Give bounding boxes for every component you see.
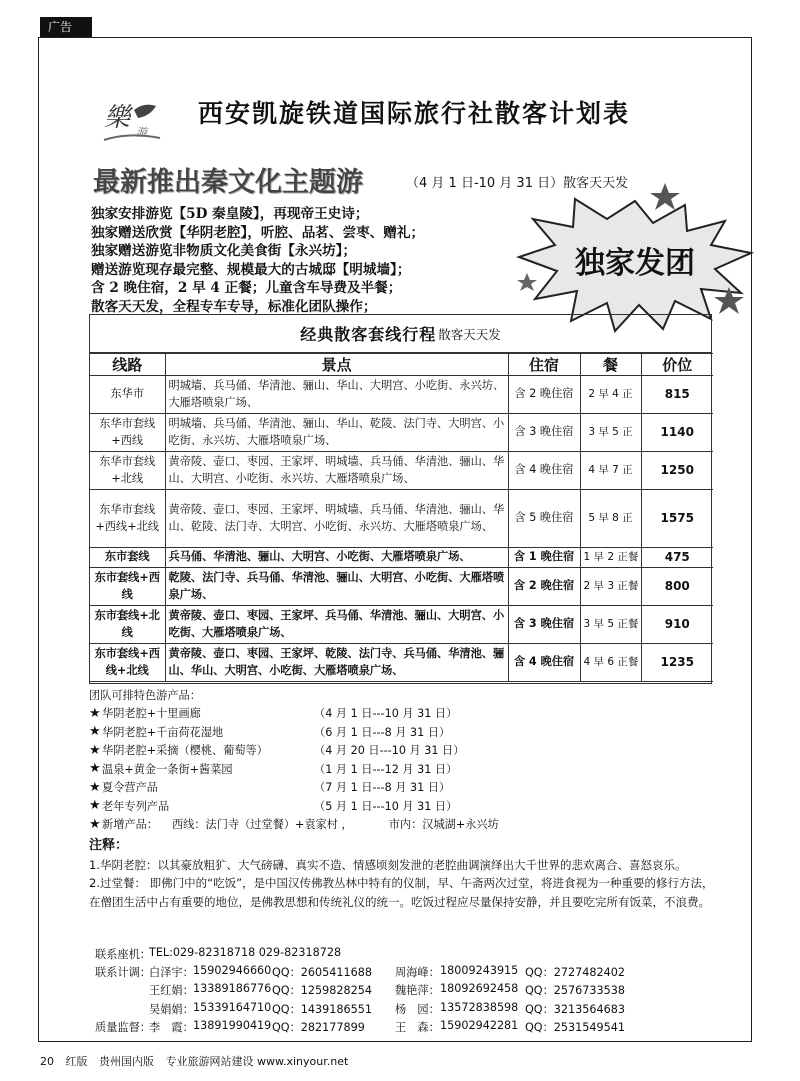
list-item (89, 778, 499, 797)
region-label: 贵州国内版 (99, 1055, 154, 1068)
price-cell: 815 (641, 376, 713, 414)
meal-cell: 5 早 8 正 (580, 490, 641, 548)
switchboard-number: TEL:029-82318718 029-82318728 (149, 946, 342, 959)
contact-phone: 18009243915 (440, 964, 519, 978)
feature-list (91, 205, 424, 317)
tour-table-title: 经典散客套线行程 (300, 325, 437, 344)
product-date: （7 月 1 日---8 月 31 日） (314, 781, 451, 795)
tour-table-subtitle: 散客天天发 (438, 326, 501, 342)
product-name: 温泉+黄金一条街+酱菜园 (102, 762, 233, 776)
product-name: 华阴老腔+十里画廊 (102, 707, 201, 721)
column-header: 价位 (641, 354, 713, 376)
spots-cell: 黄帝陵、壶口、枣园、王家坪、兵马俑、华清池、骊山、大明宫、小吃街、大雁塔喷泉广场、 (165, 606, 508, 644)
contact-name: 李 霞： (149, 1020, 194, 1034)
notes-section (89, 837, 725, 911)
route-table (90, 353, 713, 682)
meal-cell: 4 早 7 正 (580, 452, 641, 490)
stay-cell: 含 3 晚住宿 (508, 606, 580, 644)
theme-date: （4 月 1 日-10 月 31 日）散客天天发 (406, 176, 629, 191)
feature-item: 独家安排游览【5D 秦皇陵】，再现帝王史诗； (91, 206, 369, 222)
table-header-row (90, 354, 713, 376)
price-cell: 1235 (641, 644, 713, 682)
contact-qq: QQ：2727482402 (525, 966, 625, 980)
exclusive-badge-text: 独家发团 (575, 246, 695, 281)
route-cell: 东市套线+北线 (90, 606, 165, 644)
page-footer (40, 1053, 356, 1069)
product-name: 夏令营产品 (102, 781, 158, 795)
table-row (90, 490, 713, 548)
footer-slogan: 专业旅游网站建设 www.xinyour.net (165, 1055, 349, 1068)
contact-phone: 15902946660 (193, 964, 272, 978)
table-row (90, 414, 713, 452)
stay-cell: 含 3 晚住宿 (508, 414, 580, 452)
contact-qq: QQ：2576733538 (525, 984, 625, 998)
spots-cell: 黄帝陵、壶口、枣园、王家坪、乾陵、法门寺、兵马俑、华清池、骊山、华山、大明宫、小吃街、大雁塔喷泉广场、 (165, 644, 508, 682)
price-cell: 910 (641, 606, 713, 644)
list-item (89, 760, 499, 779)
supervision-label: 质量监督： (95, 1020, 151, 1034)
meal-cell: 2 早 4 正 (580, 376, 641, 414)
contact-name: 吴娟娟： (149, 1002, 194, 1016)
contact-name: 白泽宇： (149, 966, 194, 980)
spots-cell: 黄帝陵、壶口、枣园、王家坪、明城墙、兵马俑、华清池、骊山、华山、乾陵、法门寺、大明宫、小吃街、永兴坊、大雁塔喷泉广场、 (165, 490, 508, 548)
product-date: （5 月 1 日---10 月 31 日） (314, 799, 458, 813)
product-date: （4 月 1 日---10 月 31 日） (314, 707, 458, 721)
contact-phone: 13891990419 (193, 1018, 272, 1032)
list-item (89, 797, 499, 816)
stay-cell: 含 4 晚住宿 (508, 644, 580, 682)
column-header: 景点 (165, 354, 508, 376)
product-name: 华阴老腔+采摘（樱桃、葡萄等） (102, 744, 268, 758)
stay-cell: 含 2 晚住宿 (508, 376, 580, 414)
product-date: （4 月 20 日---10 月 31 日） (314, 744, 465, 758)
star-icon (650, 183, 680, 210)
list-item (89, 723, 499, 742)
route-cell: 东市套线+西线 (90, 568, 165, 606)
contact-qq: QQ：2605411688 (272, 966, 372, 980)
switchboard-label: 联系座机： (95, 948, 151, 961)
extra-products-title: 团队可排特色游产品： (89, 689, 201, 702)
product-name: 华阴老腔+千亩荷花湿地 (102, 725, 224, 739)
page-title: 西安凯旋铁道国际旅行社散客计划表 (198, 99, 631, 128)
exclusive-badge-burst (515, 183, 755, 333)
table-row (90, 568, 713, 606)
price-cell: 1250 (641, 452, 713, 490)
price-cell: 800 (641, 568, 713, 606)
meal-cell: 3 早 5 正餐 (580, 606, 641, 644)
product-name: 老年专列产品 (102, 799, 170, 813)
route-cell: 东华市 (90, 376, 165, 414)
contact-name: 王 森： (395, 1020, 440, 1034)
extra-products (89, 688, 499, 834)
feature-item: 含 2 晚住宿，2 早 4 正餐；儿童含车导费及半餐； (91, 280, 402, 297)
tour-table-box (89, 314, 712, 684)
contact-phone: 15902942281 (440, 1018, 519, 1032)
stay-cell: 含 1 晚住宿 (508, 548, 580, 568)
route-cell: 东市套线 (90, 548, 165, 568)
new-products-row (89, 815, 499, 834)
column-header: 餐 (580, 354, 641, 376)
star-icon: ★ (89, 742, 101, 758)
table-row (90, 606, 713, 644)
spots-cell: 黄帝陵、壶口、枣园、王家坪、明城墙、兵马俑、华清池、骊山、华山、大明宫、小吃街、永兴坊、大雁塔喷泉广场、 (165, 452, 508, 490)
route-cell: 东华市套线+西线+北线 (90, 490, 165, 548)
theme-title: 最新推出秦文化主题游 (93, 167, 363, 198)
spots-cell: 明城墙、兵马俑、华清池、骊山、华山、大明宫、小吃街、永兴坊、大雁塔喷泉广场、 (165, 376, 508, 414)
svg-text:樂: 樂 (104, 103, 131, 133)
stay-cell: 含 2 晚住宿 (508, 568, 580, 606)
contact-name: 王红娟： (149, 984, 194, 998)
price-cell: 1140 (641, 414, 713, 452)
star-icon: ★ (89, 705, 101, 721)
contact-name: 魏艳萍： (395, 984, 440, 998)
spots-cell: 兵马俑、华清池、骊山、大明宫、小吃街、大雁塔喷泉广场、 (165, 548, 508, 568)
table-row (90, 452, 713, 490)
contact-qq: QQ：282177899 (272, 1020, 365, 1034)
note-item: 2.过堂餐： 即佛门中的“吃饭”，是中国汉传佛教丛林中特有的仪制，早、午斋两次过堂，将进食视为一种重要的修行方法，在僧团生活中占有重要的地位，是佛教思想和传统礼仪的统一。吃饭过程应尽量保持安静，并且要吃完所有饭菜，不浪费。 (89, 876, 714, 909)
svg-text:游: 游 (136, 126, 147, 139)
feature-item: 独家赠送游览非物质文化美食街【永兴坊】； (91, 243, 357, 260)
price-cell: 1575 (641, 490, 713, 548)
route-cell: 东华市套线+北线 (90, 452, 165, 490)
contact-phone: 13572838598 (440, 1000, 519, 1014)
star-icon (517, 273, 537, 291)
new-products-west: 西线：法门寺（过堂餐）+袁家村 ， (171, 818, 353, 832)
spots-cell: 明城墙、兵马俑、华清池、骊山、华山、乾陵、法门寺、大明宫、小吃街、永兴坊、大雁塔喷泉广场、 (165, 414, 508, 452)
contact-phone: 18092692458 (440, 982, 519, 996)
contact-name: 周海峰： (395, 966, 440, 980)
page-number: 20 (40, 1055, 54, 1068)
travel-logo-icon (100, 96, 170, 148)
spots-cell: 乾陵、法门寺、兵马俑、华清池、骊山、大明宫、小吃街、大雁塔喷泉广场、 (165, 568, 508, 606)
product-date: （6 月 1 日---8 月 31 日） (314, 725, 451, 739)
meal-cell: 2 早 3 正餐 (580, 568, 641, 606)
meal-cell: 1 早 2 正餐 (580, 548, 641, 568)
feature-item: 散客天天发，全程专车专导，标准化团队操作； (91, 298, 377, 315)
star-icon: ★ (89, 816, 101, 832)
feature-item: 独家赠送欣赏【华阴老腔】，听腔、品茗、尝枣、赠礼； (91, 224, 425, 241)
new-products-city: 市内：汉城湖+永兴坊 (388, 818, 499, 832)
contact-qq: QQ：3213564683 (525, 1002, 625, 1016)
contact-phone: 13389186776 (193, 982, 272, 996)
star-icon: ★ (89, 724, 101, 740)
list-item (89, 741, 499, 760)
tour-table-header (90, 315, 711, 353)
edition-label: 红版 (65, 1055, 88, 1068)
product-date: （1 月 1 日---12 月 31 日） (314, 762, 458, 776)
price-cell: 475 (641, 548, 713, 568)
list-item (89, 704, 499, 723)
contact-name: 杨 园： (395, 1002, 440, 1016)
meal-cell: 3 早 5 正 (580, 414, 641, 452)
contact-phone: 15339164710 (193, 1000, 272, 1014)
table-row (90, 548, 713, 568)
feature-item: 赠送游览现存最完整、规模最大的古城邸【明城墙】； (91, 261, 411, 278)
meal-cell: 4 早 6 正餐 (580, 644, 641, 682)
column-header: 住宿 (508, 354, 580, 376)
contact-qq: QQ：2531549541 (525, 1020, 625, 1034)
table-row (90, 644, 713, 682)
stay-cell: 含 4 晚住宿 (508, 452, 580, 490)
planner-label: 联系计调： (95, 966, 151, 980)
route-cell: 东华市套线+西线 (90, 414, 165, 452)
star-icon: ★ (89, 761, 101, 777)
stay-cell: 含 5 晚住宿 (508, 490, 580, 548)
notes-title: 注释： (89, 838, 129, 853)
contact-qq: QQ：1439186551 (272, 1002, 372, 1016)
route-cell: 东市套线+西线+北线 (90, 644, 165, 682)
star-icon: ★ (89, 779, 101, 795)
new-products-label: 新增产品： (102, 818, 158, 832)
star-icon: ★ (89, 798, 101, 814)
column-header: 线路 (90, 354, 165, 376)
note-item: 1.华阴老腔：以其豪放粗犷、大气磅礴、真实不造、情感顷刻发泄的老腔曲调演绎出大千世界的悲欢离合、喜怒哀乐。 (89, 857, 687, 872)
ad-label: 广告 (40, 17, 92, 37)
table-row (90, 376, 713, 414)
contact-qq: QQ：1259828254 (272, 984, 372, 998)
